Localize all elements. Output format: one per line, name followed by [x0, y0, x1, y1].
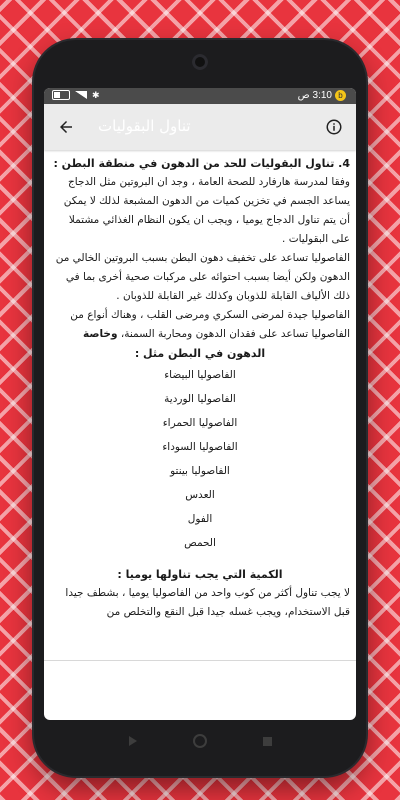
- navigation-bar: [44, 720, 356, 762]
- article-paragraph: وفقا لمدرسة هارفارد للصحة العامة ، وجد ان البروتين مثل الدجاج يساعد الجسم في تخزين كميات من الدهون المشبعة لذلك لا يمكن أن يتم تناول الدجاج يوميا ، ويجب ان يكون النظام الغذائي مشتملا على البقوليات .: [63, 176, 350, 245]
- info-icon[interactable]: [320, 113, 348, 141]
- article-paragraph: [50, 306, 350, 344]
- list-item: الحمص: [184, 537, 216, 549]
- back-arrow-icon[interactable]: [52, 113, 80, 141]
- paragraph-text: الفاصوليا جيدة لمرضى السكري ومرضى القلب ، وهناك أنواع من الفاصوليا تساعد على فقدان الدهون ومحاربة السمنة،: [70, 309, 350, 340]
- notification-badge-icon: b: [335, 90, 346, 101]
- list-item: الفاصوليا البيضاء: [164, 369, 236, 381]
- screen: [44, 88, 356, 720]
- status-bar: [44, 88, 356, 104]
- app-bar: [44, 104, 356, 150]
- list-item: الفاصوليا السوداء: [162, 441, 238, 453]
- list-item: الفاصوليا الحمراء: [162, 417, 238, 429]
- recents-square-icon[interactable]: [263, 737, 272, 746]
- battery-icon: [52, 90, 70, 100]
- list-item: الفاصوليا بينتو: [170, 465, 230, 477]
- camera-icon: [192, 54, 208, 70]
- list-item: العدس: [185, 489, 215, 501]
- bluetooth-icon: ✱: [92, 90, 100, 100]
- legume-list: [50, 363, 350, 555]
- status-time: 3:10 ص: [297, 90, 332, 101]
- home-circle-icon[interactable]: [193, 734, 207, 748]
- list-item: الفاصوليا الوردية: [164, 393, 236, 405]
- status-icons: [52, 90, 100, 100]
- article-content[interactable]: [44, 150, 356, 661]
- paragraph-bold-text: وخاصة: [82, 328, 118, 340]
- list-item: الفول: [187, 513, 213, 525]
- list-heading: الدهون في البطن مثل :: [134, 347, 266, 360]
- amount-heading: الكمية التي يجب تناولها يوميا :: [117, 568, 283, 581]
- article-paragraph: لا يجب تناول أكثر من كوب واحد من الفاصوليا يوميا ، بشطف جيدا قبل الاستخدام، ويجب غسله جيدا قبل النقع والتخلص من: [65, 587, 350, 618]
- signal-icon: [75, 91, 87, 99]
- article-paragraph: الفاصوليا تساعد على تخفيف دهون البطن بسبب البروتين الخالي من الدهون ولكن أيضا بسبب احتوائه على مركبات صحية أخرى بما في ذلك الألياف القابلة للذوبان وكذلك غير القابلة للذوبان .: [55, 252, 350, 302]
- article-heading: 4. تناول البقوليات للحد من الدهون في منطقة البطن :: [53, 157, 350, 170]
- app-title: تناول البقوليات: [98, 117, 191, 135]
- back-triangle-icon[interactable]: [129, 736, 137, 746]
- phone-frame: [34, 40, 366, 776]
